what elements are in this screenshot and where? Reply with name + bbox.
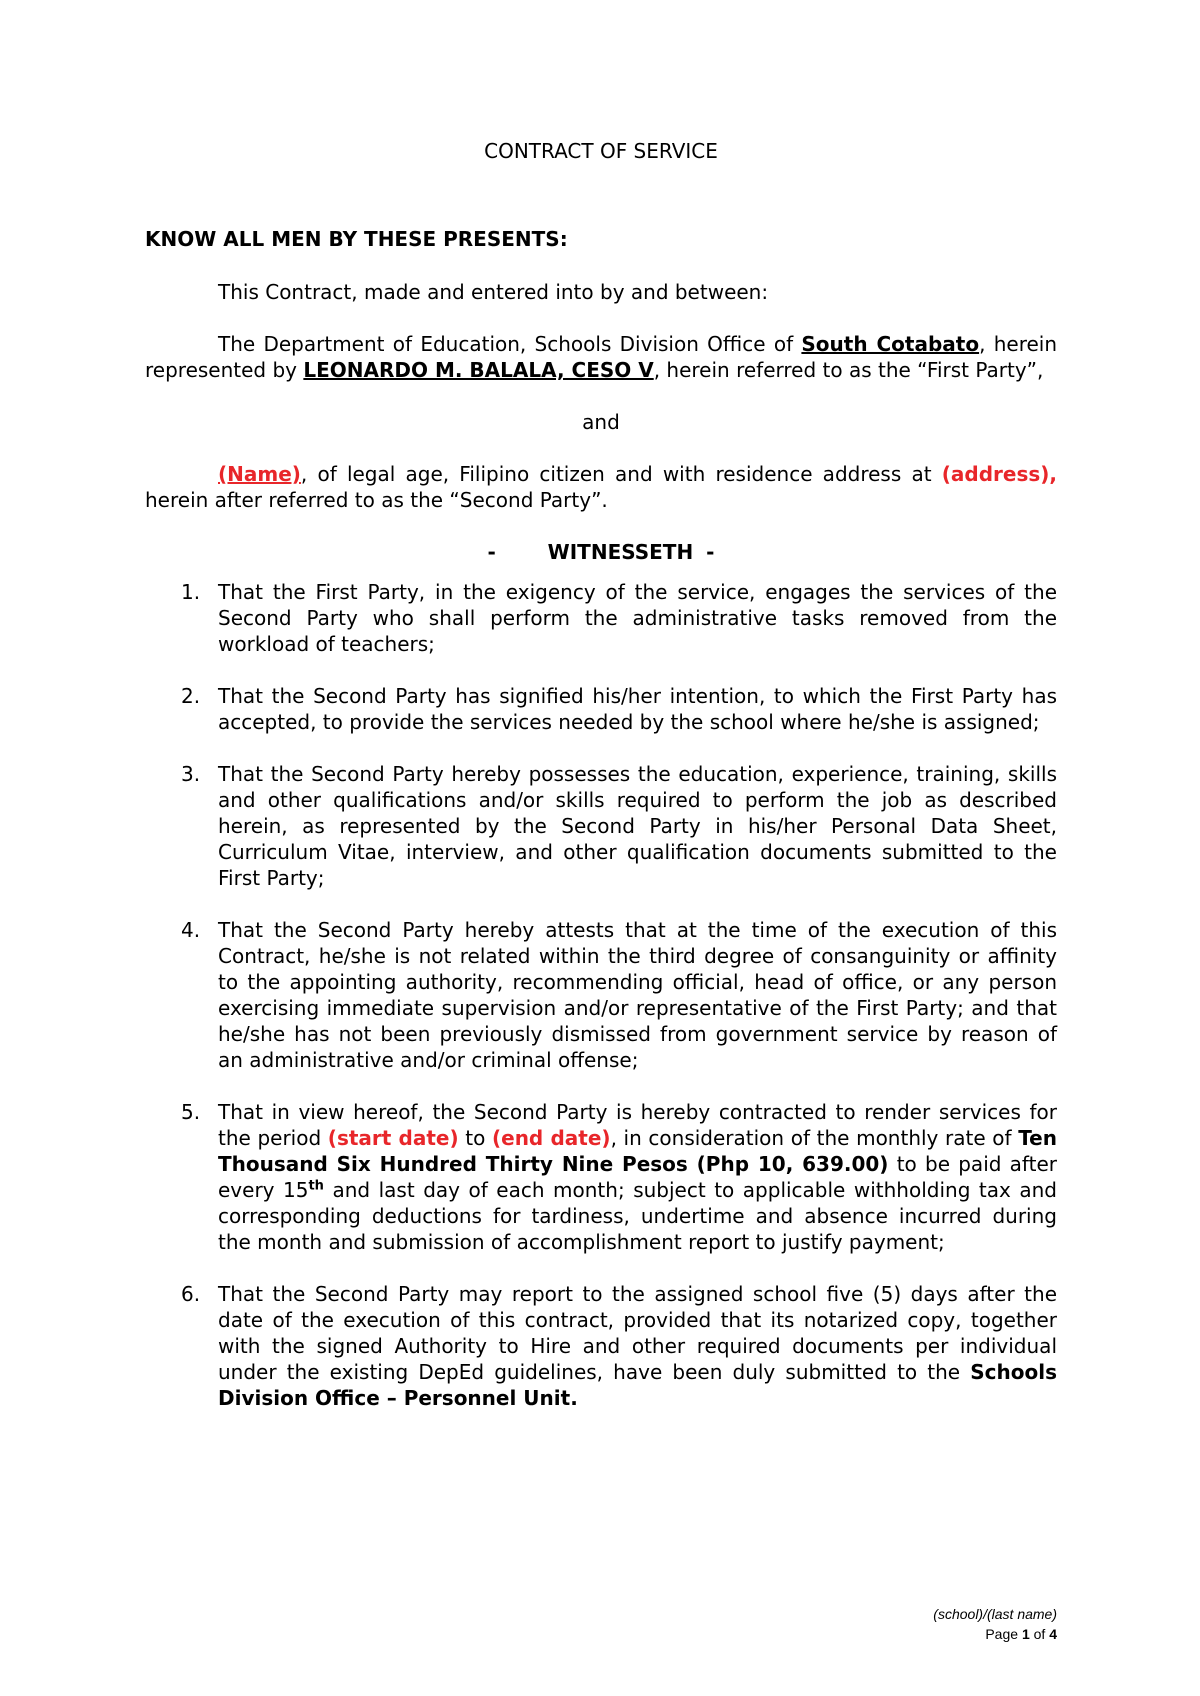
office-name: South Cotabato	[801, 332, 980, 356]
item-text-e: and last day of each month; subject to applicable withholding tax and corresponding deductions for tardiness, undertime and absence incurred during the month and submission of accomplishment report to justify payment;	[218, 1178, 1057, 1254]
item-text-a: That the Second Party may report to the assigned school five (5) days after the date of the execution of this contract, provided that its notarized copy, together with the signed Authority to Hire and other required documents per individual under the existing DepEd guidelines, have been duly submitted to the	[218, 1282, 1057, 1384]
ordinal-suffix: th	[308, 1178, 324, 1194]
item-number: 1.	[181, 580, 201, 604]
first-party-post: , herein referred to as the “First Party”,	[653, 358, 1044, 382]
first-party-pre: The Department of Education, Schools Division Office of	[218, 332, 802, 356]
second-party-paragraph	[145, 461, 1057, 513]
page-footer	[933, 1604, 1057, 1644]
item-text: That the Second Party hereby possesses the education, experience, training, skills and other qualifications and/or skills required to perform the job as described herein, as represented by the Second Party in his/her Personal Data Sheet, Curriculum Vitae, interview, and other qualification documents submitted to the First Party;	[218, 762, 1057, 890]
know-all-men-heading: KNOW ALL MEN BY THESE PRESENTS:	[145, 227, 568, 251]
and-separator: and	[582, 410, 620, 434]
list-item	[145, 683, 1057, 735]
personnel-unit: Schools Division Office – Personnel Unit.	[218, 1360, 1057, 1410]
page-word: Page	[985, 1626, 1022, 1642]
list-item	[145, 917, 1057, 1073]
item-text-c: , in consideration of the monthly rate of	[610, 1126, 1019, 1150]
second-party-post: herein after referred to as the “Second Party”.	[145, 488, 608, 512]
list-item	[145, 579, 1057, 657]
first-party-mid: , herein represented by	[145, 332, 1058, 382]
end-date-placeholder: (end date)	[491, 1126, 611, 1150]
second-party-mid: , of legal age, Filipino citizen and with residence address at	[300, 462, 942, 486]
page-current: 1	[1021, 1626, 1030, 1642]
of-word: of	[1029, 1626, 1050, 1642]
page-total: 4	[1049, 1626, 1057, 1642]
list-item	[145, 761, 1057, 891]
item-text-a: That in view hereof, the Second Party is hereby contracted to render services for the period	[218, 1100, 1057, 1150]
monthly-rate: Ten Thousand Six Hundred Thirty Nine Pesos (Php 10, 639.00)	[218, 1126, 1057, 1176]
second-party-name: (Name)	[218, 462, 301, 486]
list-item	[145, 1281, 1057, 1411]
footer-school-name: (school)/(last name)	[933, 1606, 1057, 1622]
item-text-d: to be paid after every 15	[218, 1152, 1057, 1202]
item-number: 3.	[181, 762, 201, 786]
representative-name: LEONARDO M. BALALA, CESO V	[303, 358, 654, 382]
item-number: 6.	[181, 1282, 201, 1306]
page-number	[933, 1624, 1057, 1644]
witnesseth-heading: - WITNESSETH -	[487, 540, 715, 564]
item-number: 5.	[181, 1100, 201, 1124]
clauses-list	[145, 579, 1057, 1411]
first-party-paragraph	[145, 331, 1057, 383]
document-body	[145, 138, 1057, 1437]
list-item	[145, 1099, 1057, 1255]
start-date-placeholder: (start date)	[327, 1126, 459, 1150]
item-text-b: to	[458, 1126, 492, 1150]
item-text: That the First Party, in the exigency of the service, engages the services of the Second Party who shall perform the administrative tasks removed from the workload of teachers;	[218, 580, 1057, 656]
item-text: That the Second Party has signified his/her intention, to which the First Party has accepted, to provide the services needed by the school where he/she is assigned;	[218, 684, 1057, 734]
intro-paragraph: This Contract, made and entered into by and between:	[218, 280, 769, 304]
item-number: 4.	[181, 918, 201, 942]
second-party-address: (address),	[941, 462, 1057, 486]
item-number: 2.	[181, 684, 201, 708]
document-title: CONTRACT OF SERVICE	[484, 139, 718, 163]
item-text: That the Second Party hereby attests that at the time of the execution of this Contract, he/she is not related within the third degree of consanguinity or affinity to the appointing authority, recommending official, head of office, or any person exercising immediate supervision and/or representative of the First Party; and that he/she has not been previously dismissed from government service by reason of an administrative and/or criminal offense;	[218, 918, 1057, 1072]
